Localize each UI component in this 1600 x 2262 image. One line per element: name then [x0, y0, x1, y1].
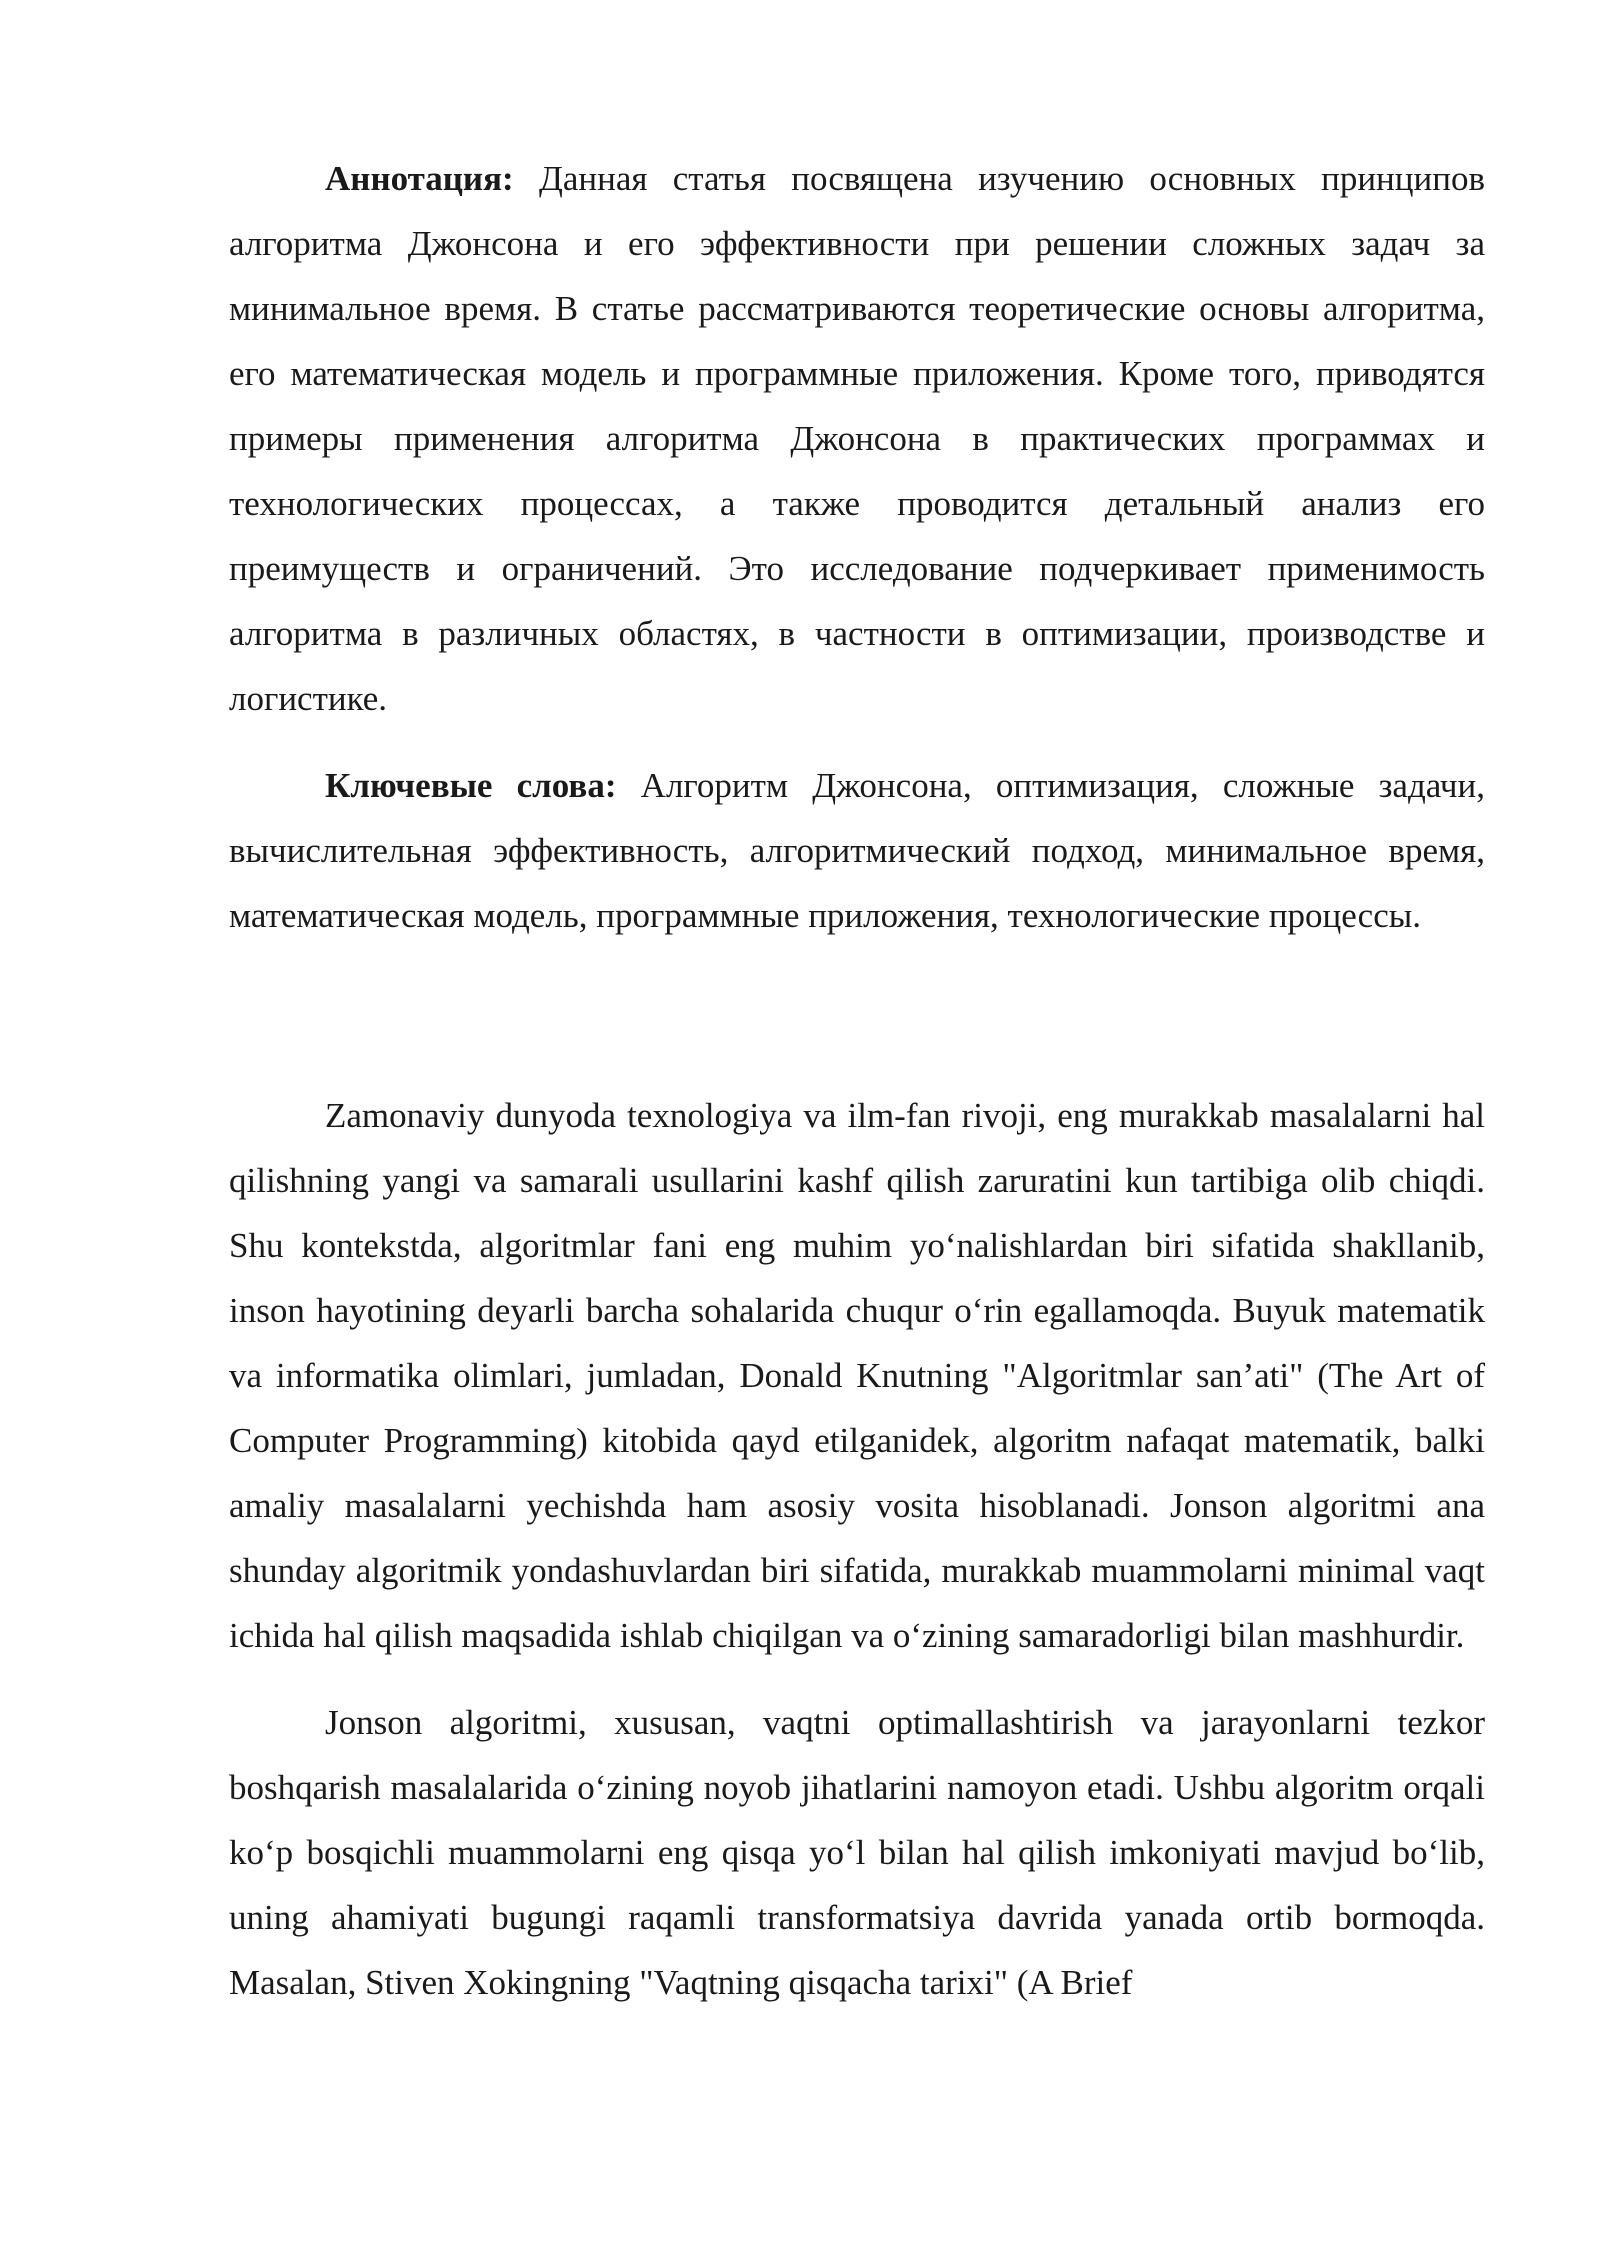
- annotation-paragraph: [229, 146, 1485, 731]
- paragraph-spacer: [229, 731, 1485, 753]
- body-paragraph-1: Zamonaviy dunyoda texnologiya va ilm-fan rivoji, eng murakkab masalalarni hal qilishning yangi va samarali usullarini kashf qilish zaruratini kun tartibiga olib chiqdi. Shu kontekstda, algoritmlar fani eng muhim yoʻnalishlardan biri sifatida shakllanib, inson hayotining deyarli barcha sohalarida chuqur oʻrin egallamoqda. Buyuk matematik va informatika olimlari, jumladan, Donald Knutning "Algoritmlar san’ati" (The Art of Computer Programming) kitobida qayd etilganidek, algoritm nafaqat matematik, balki amaliy masalalarni yechishda ham asosiy vosita hisoblanadi. Jonson algoritmi ana shunday algoritmik yondashuvlardan biri sifatida, murakkab muammolarni minimal vaqt ichida hal qilish maqsadida ishlab chiqilgan va oʻzining samaradorligi bilan mashhurdir.: [229, 1096, 1485, 1655]
- keywords-paragraph: [229, 753, 1485, 948]
- keywords-text: Алгоритм Джонсона, оптимизация, сложные задачи, вычислительная эффективность, алгоритмический подход, минимальное время, математическая модель, программные приложения, технологические процессы.: [229, 766, 1485, 935]
- paragraph-spacer: [229, 1668, 1485, 1690]
- keywords-label: Ключевые слова:: [325, 766, 617, 805]
- body-paragraph-2: Jonson algoritmi, xususan, vaqtni optimallashtirish va jarayonlarni tezkor boshqarish masalalarida oʻzining noyob jihatlarini namoyon etadi. Ushbu algoritm orqali koʻp bosqichli muammolarni eng qisqa yoʻl bilan hal qilish imkoniyati mavjud boʻlib, uning ahamiyati bugungi raqamli transformatsiya davrida yanada ortib bormoqda. Masalan, Stiven Xokingning "Vaqtning qisqacha tarixi" (A Brief: [229, 1703, 1485, 2002]
- annotation-label: Аннотация:: [325, 159, 514, 198]
- annotation-text: Данная статья посвящена изучению основных принципов алгоритма Джонсона и его эффективности при решении сложных задач за минимальное время. В статье рассматриваются теоретические основы алгоритма, его математическая модель и программные приложения. Кроме того, приводятся примеры применения алгоритма Джонсона в практических программах и технологических процессах, а также проводится детальный анализ его преимуществ и ограничений. Это исследование подчеркивает применимость алгоритма в различных областях, в частности в оптимизации, производстве и логистике.: [229, 159, 1485, 718]
- section-spacer: [229, 948, 1485, 1083]
- document-page: [229, 146, 1485, 2015]
